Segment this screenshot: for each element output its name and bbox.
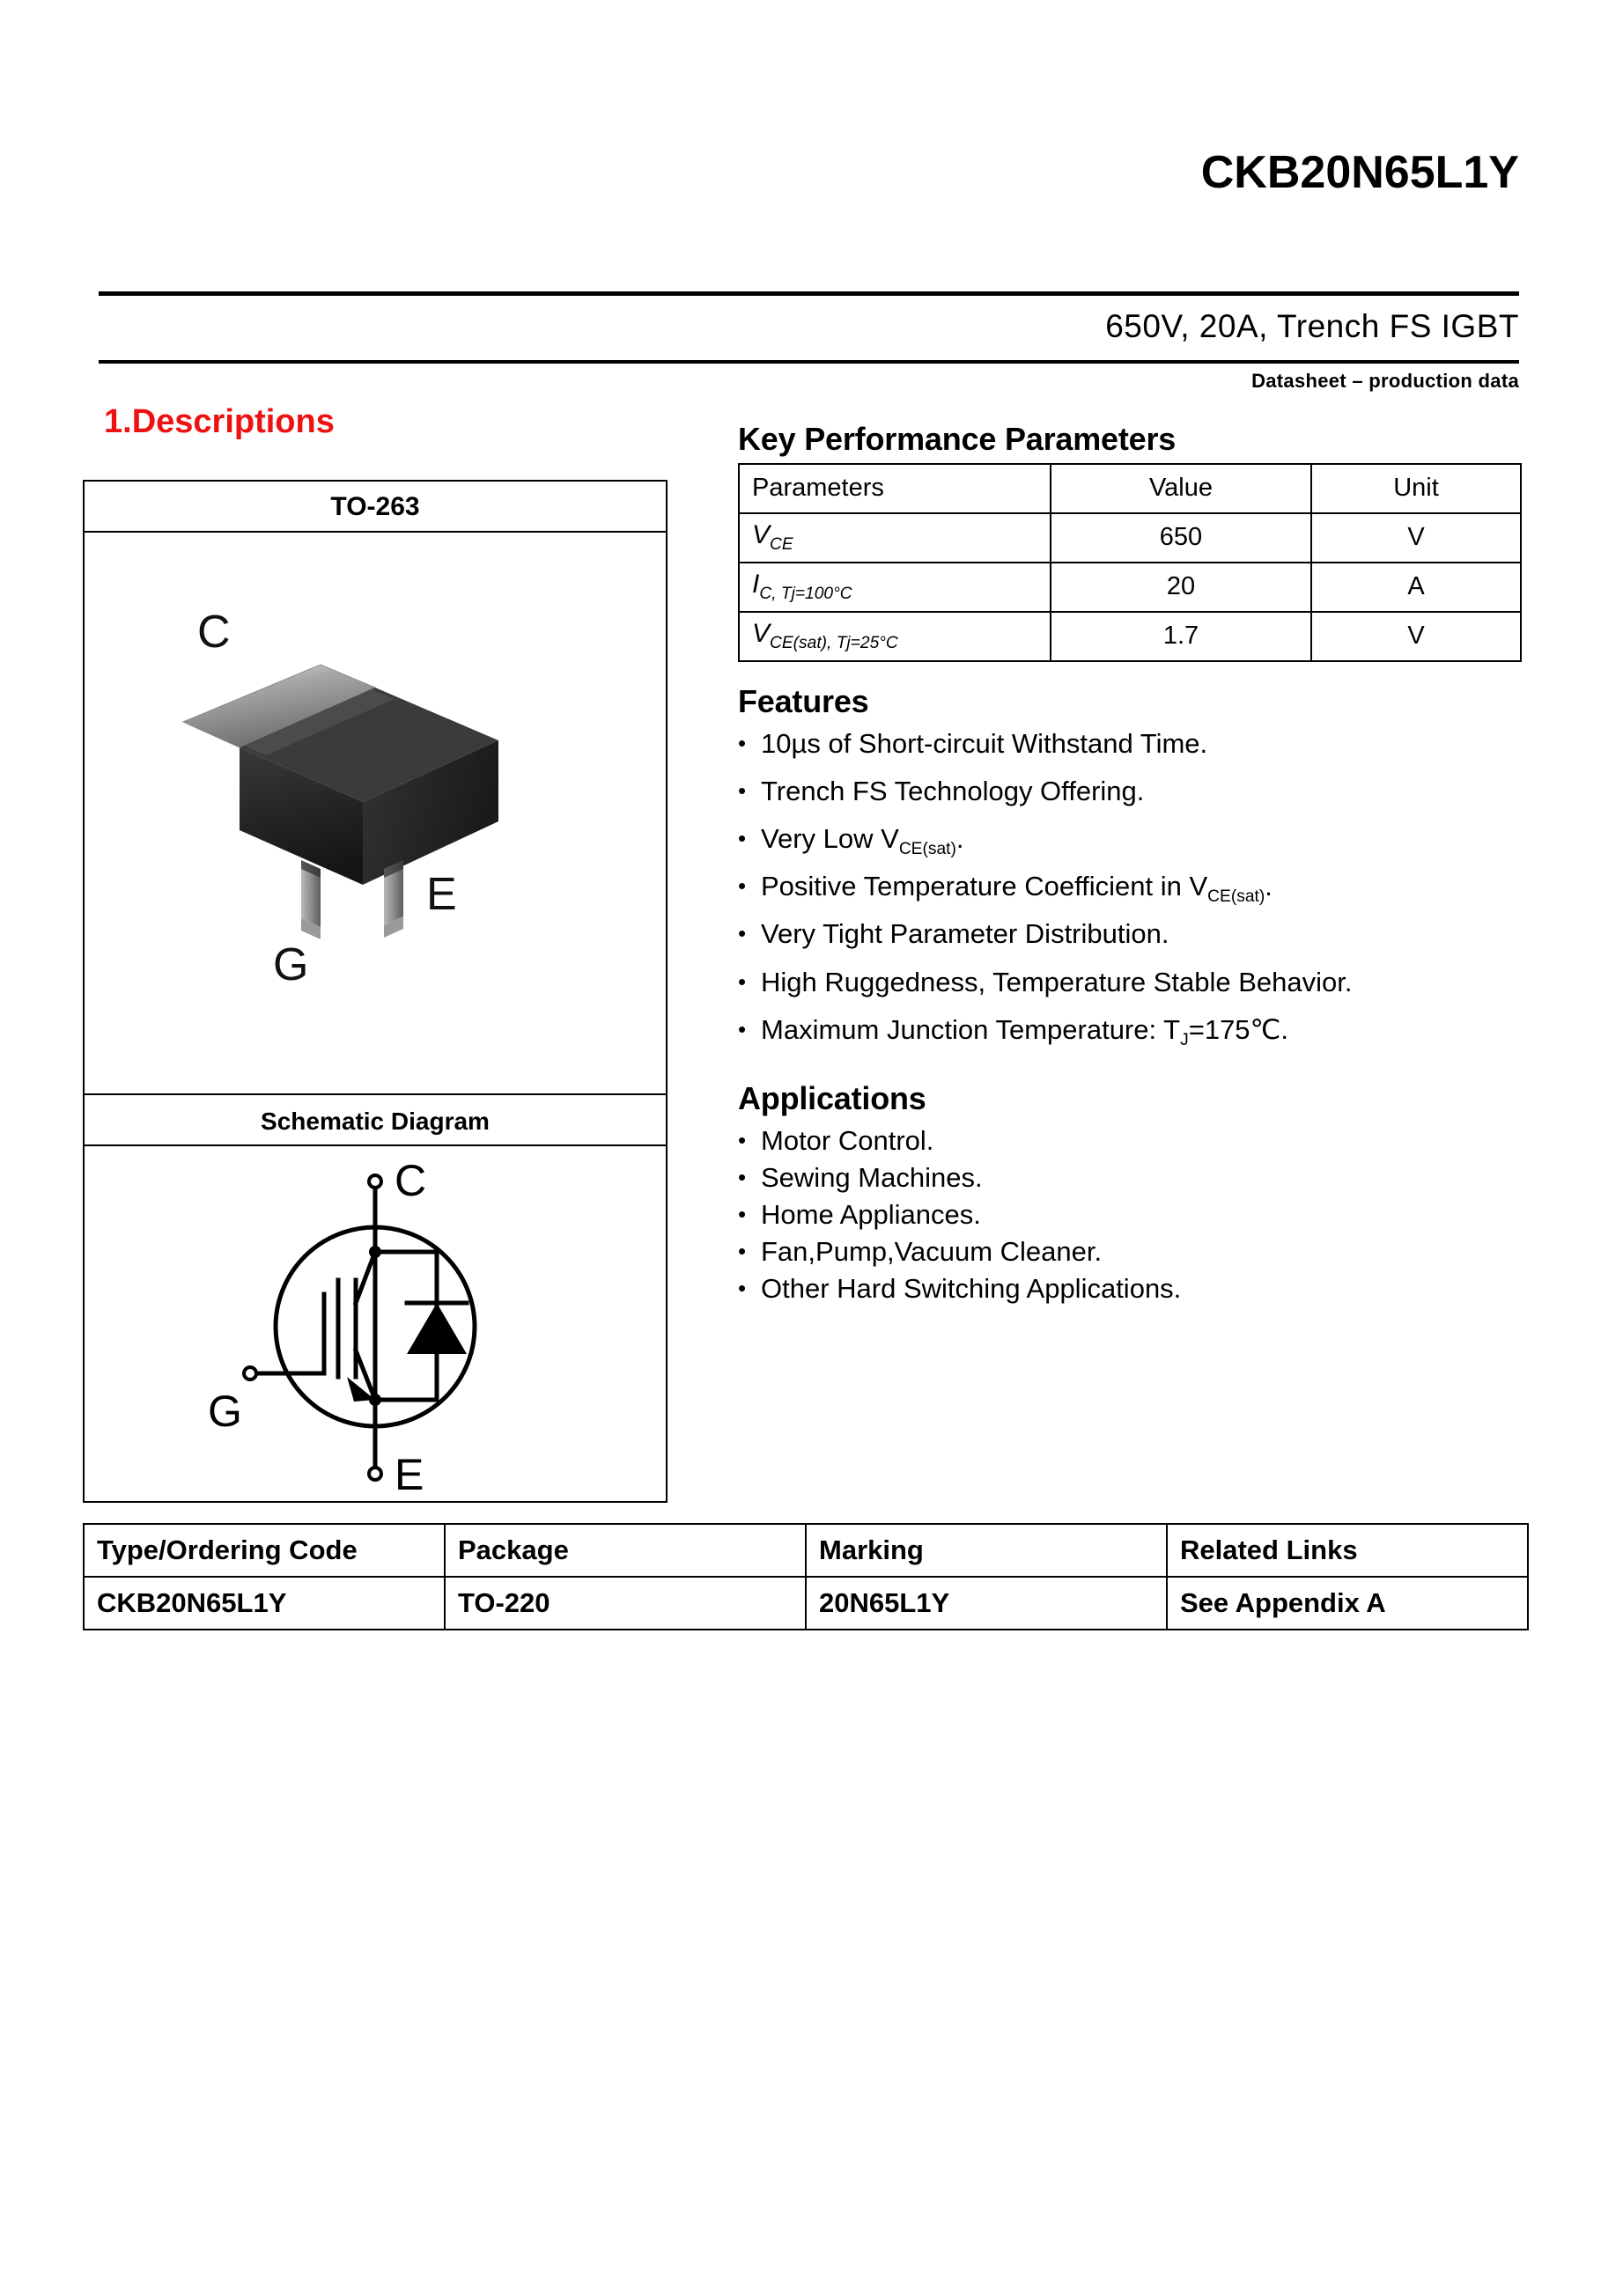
schematic-pin-label-emitter: E: [395, 1450, 424, 1499]
section-title-descriptions: 1.Descriptions: [104, 403, 335, 440]
cell-package: TO-220: [445, 1577, 806, 1630]
cell-value: 20: [1051, 563, 1311, 612]
column-header-package: Package: [445, 1524, 806, 1577]
datasheet-kind-label: Datasheet – production data: [1251, 370, 1519, 392]
features-list: [738, 725, 1526, 1059]
ordering-information: [83, 1523, 1527, 1630]
cell-unit: V: [1311, 513, 1521, 563]
table-header-row: [84, 1524, 1528, 1577]
schematic-pin-label-gate: G: [208, 1387, 242, 1436]
schematic-diagram-figure: [85, 1146, 666, 1501]
schematic-caption: Schematic Diagram: [85, 1093, 666, 1146]
package-pin-label-gate: G: [273, 939, 309, 990]
key-performance-heading: Key Performance Parameters: [738, 421, 1177, 457]
column-header-unit: Unit: [1311, 464, 1521, 513]
applications-list: [738, 1122, 1526, 1307]
features-block: [738, 682, 1526, 1059]
table-row: [84, 1577, 1528, 1630]
cell-unit: V: [1311, 612, 1521, 661]
package-pin-label-emitter: E: [426, 869, 457, 920]
list-item: • Trench FS Technology Offering.: [738, 773, 1526, 821]
cell-parameter: $V_{CE}$: [739, 513, 1051, 563]
list-item: • 10µs of Short-circuit Withstand Time.: [738, 725, 1526, 773]
features-heading: Features: [738, 682, 869, 719]
applications-heading: Applications: [738, 1079, 926, 1116]
list-item: • Other Hard Switching Applications.: [738, 1270, 1526, 1307]
list-item: • Home Appliances.: [738, 1196, 1526, 1233]
table-row: [739, 563, 1521, 612]
schematic-pin-label-collector: C: [395, 1156, 427, 1205]
list-item: • Very Tight Parameter Distribution.: [738, 916, 1526, 963]
list-item: • Sewing Machines.: [738, 1159, 1526, 1196]
list-item: • Motor Control.: [738, 1122, 1526, 1159]
cell-marking: 20N65L1Y: [806, 1577, 1167, 1630]
to263-package-drawing: [85, 533, 666, 1093]
package-pin-label-collector: C: [197, 607, 231, 658]
column-header-marking: Marking: [806, 1524, 1167, 1577]
applications-block: [738, 1079, 1526, 1307]
table-row: [739, 513, 1521, 563]
page-title: CKB20N65L1Y: [1200, 147, 1519, 198]
document-header: [0, 0, 1623, 414]
column-header-type-ordering-code: Type/Ordering Code: [84, 1524, 445, 1577]
key-performance-table: [738, 463, 1522, 662]
package-photo-figure: [85, 533, 666, 1093]
column-header-parameters: Parameters: [739, 464, 1051, 513]
cell-value: 650: [1051, 513, 1311, 563]
list-item: • Fan,Pump,Vacuum Cleaner.: [738, 1233, 1526, 1270]
header-divider-top: [99, 291, 1519, 296]
igbt-schematic-symbol: [85, 1146, 666, 1501]
list-item: • Maximum Junction Temperature: $T_J=175℃$.: [738, 1012, 1526, 1059]
cell-related-links: See Appendix A: [1167, 1577, 1528, 1630]
list-item: • High Ruggedness, Temperature Stable Behavior.: [738, 964, 1526, 1012]
cell-parameter: $I_{C, Tj=100^\circ C}$: [739, 563, 1051, 612]
right-content-column: [738, 423, 1526, 1307]
cell-unit: A: [1311, 563, 1521, 612]
header-divider-bottom: [99, 360, 1519, 364]
package-caption: TO-263: [85, 482, 666, 533]
ordering-table: [83, 1523, 1529, 1630]
column-header-related-links: Related Links: [1167, 1524, 1528, 1577]
package-panel: [83, 480, 668, 1503]
list-item: • Positive Temperature Coefficient in $V_{CE(sat)}$.: [738, 868, 1526, 916]
product-subtitle: 650V, 20A, Trench FS IGBT: [1105, 308, 1519, 344]
table-row: [739, 612, 1521, 661]
list-item: • Very Low $V_{CE(sat)}$.: [738, 821, 1526, 868]
cell-type-ordering-code: CKB20N65L1Y: [84, 1577, 445, 1630]
cell-parameter: $V_{CE(sat), Tj=25^\circ C}$: [739, 612, 1051, 661]
table-header-row: [739, 464, 1521, 513]
column-header-value: Value: [1051, 464, 1311, 513]
cell-value: 1.7: [1051, 612, 1311, 661]
